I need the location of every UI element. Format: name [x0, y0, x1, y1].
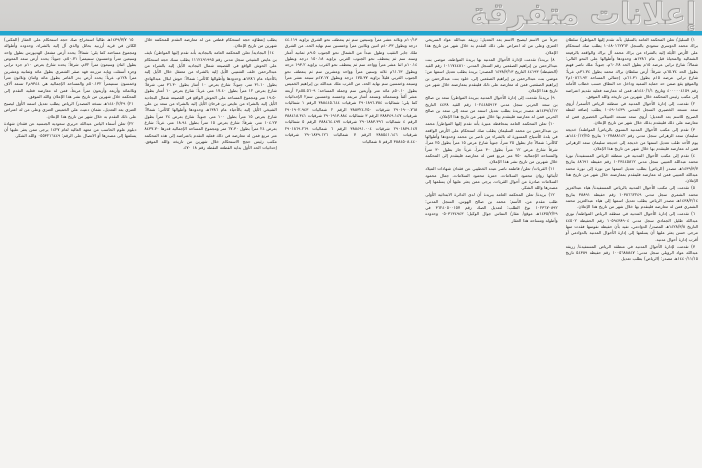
notice-paragraph: ٧) تقدمت لإدارة الأحوال المدنية في منطقة الرياض المستفيدة/ زريفة عبدالله عواد الرويلي سجل مدني: ١٠٠٥٦٨٨٨٤٧ رقم حفيظة ٥٤٣٨٩ تاريخ ١٤٤٠/١١/١٥هـ مصدر: (الرياض) بطلب تعديل	[565, 243, 699, 262]
notice-paragraph: ١١) القريات/ تعلن/ فاطمة ناصر عبده الخطيبي عن فقدان شهادات الميلاد لأبنائها روان محمود السلامات، حمزة محمود السلامات، جمال محمود السلامات صادرة من أحوال القريات، يرجى ممن يعثر عليها أن يسلمها إلى مصدرها والله الشكر.	[425, 166, 558, 191]
notice-paragraph: ٦) تقدمت إلى إدارة الأحوال المدنية في منطقة الرياض المواطنة/ نوري عبدالله طليل الجمادي سجل مدني ١٠٥٩٤٣٨٩٠٤ رقم الحفيظة ٤٤٥٠٢ التاريخ ١٤٢٨/٣/٨هـ المصدر/ الدوادمي، تفيد بأن حفيظة نفوسها فقدت منها مرجى حسن يعثر عليها أن يسلمها إلى إدارة الأحوال المدنية بالدوادمي أو أقرب إدارة أحوال مدنية.	[565, 211, 698, 242]
text-column-1	[562, 37, 702, 468]
notice-paragraph: ١٢) بريدة/ تعلن المحكمة العامة ببريدة أن لدى الدائرة الابتدائية الأولى طلب مقدم من، الأسم: محمد بن صالح الهوس، السجل المدني: ١٠٢٣٦٧٠٨٩٢ نوع الطلب: لتعديل الصك رقم ٣٦٢٤٠٥٠٠١٥٧ في ١٤٣٥/٢/٢٩هـ موقع/ عقار/ التماس جوال الوكيل: ٠٥٠٣١٣٤٩٤٣ وحدوده وأطوله ومساحة هذا العقار	[425, 192, 558, 223]
column-5-body	[4, 37, 136, 140]
notice-paragraph: ٢) تقدمت إلى إدارة الأحوال المدنية في منطقة الرياض الأسمر/ أروى سعد مسعد الخضيري السجل المدني ١٠٤٩٠١٤٣٩ يطلب إضافة لفظة الصريح للاسم بعد التعديل: أروى سعد مسعد العبيلاني الخضيري فمن له معارضة على ذلك فليتقدم بذلك خلال شهر من تاريخ الإعلان.	[565, 101, 698, 126]
notice-paragraph: ٣) تقدم إلى مكتب الأحوال المدنية النسوي بالرياض/ المواطنة/ خديجة سليمان سعد الزهراني سجل مدني رقم ١٠٢٧٨٨٨١٤٢ بتاريخ ١٤٤٠/١٢/٢٥هـ يوم الأحد طلب تعديل اسمها من خديجة إلى خديجة سليمان سعد الزهراني فمن له معارضة فليتقدم بها خلال شهر من تاريخ هذا الإعلان.	[565, 127, 698, 152]
notice-paragraph: جزءاً من الاسم ليصبح الاسم بعد التعديل: زريفة عبدالله عواد السريحي العنزي وعلى من له اعتراض على ذلك التقدم به خلال شهر من تاريخ هذا الإعلان.	[425, 37, 558, 55]
column-1-body	[566, 37, 698, 263]
notice-paragraph: ٨) بريدة/ تقدمت لإدارة الأحوال المدنية بها بريدة المواطنة، موضي بنت عبدالرحمن بن إبراهيم الصقعبي رقم السجل المدني ١٠١١٧٤٤٨١٠ رقم القيد (الحفيظة) ٤٤١٩٣ التاريخ ١٤٣٨/٣/١٣ المصدر: بريدة بطلب تعديل اسمها من: موضي بنت عبدالرحمن بن إبراهيم الصقعبي إلى، خلود بنت عبدالرحمن بن إبراهيم الصقعبي فمن له معارضة على ذلك فليتقدم بمعارضته خلال شهر من تاريخ هذا الإعلان.	[425, 56, 558, 94]
notice-paragraph: ٢٢) تعلن أسماء الياس عبدالله حريري سعودية الجنسية عن فقدان شهادة دبلوم علوم الحاسب من معهد العالية لعام ١٤٢٧ يرجى ممن يعثر عليها أن يسلمها إلى مصدرها أو الاتصال على الرقم: ٠٥٥٣٢١٦٤٤٩ والله الشكر.	[4, 120, 137, 139]
masthead-divider-shadow	[0, 35, 702, 36]
notice-paragraph: ٢١) ١٤٤٠/٢/٢٩هـ نسخة المصدر/ الرياض يطلب تعديل اسمه الأول ليصبح العنزي بعد التعديل، عثمان دعيث علي الخميس العنزي وعلى من له اعتراض على ذلك التقدم به خلال شهر من تاريخ هذا الإعلان.	[4, 101, 137, 119]
column-2-body	[425, 37, 557, 224]
notice-paragraph: يطلب إعطاؤه حجة استحكام قطعي من له معارضة التقدم للمحكمة خلال شهرين من تاريخ الإعلان.	[144, 37, 277, 49]
notice-paragraph: ١٠/١٣م وثلاثة عشر متراً وسبعين سم ثم ينعطف نحو الشرق بزاوية ٤٤.١١٩ درجة وبطول ٤٠.٣٣م اثنين وثلاثين متراً وخمسين سم نهاية الحد، من الشرق ملك جابر الثقيب وطول عبداً من الشمال نحو الجنوب ٩.٥م ثمانية أمتار وستة سم ثم ينعطف نحو الجنوب الغربي بزاوية ١٥٠.١٨ درجة وبطول ١٠.١٤م اثنا عشر متراً وواحد سم ثم ينعطف نحو الغرب بزاوية ١٩٣.٢ درجة وبطول ٦١.٦٣م ثلاثة وستين متراً وواحد وعشرين سم ثم ينعطف نحو الجنوب الغربي قليلاً بزاوية ١٧٥.٣٧ درجة وبطول ٤٧.١٧م سبعة عشر متراً وسبعة وخمسين سم نهاية الحد، من الغرب ملك عبدالله بن إبراهيم الخميس بطول ٥٠.١٠م مائة متر وأربعين سم وجملة المساحة: ٥٥.٥٦٠٩م٢ أربعة عشر ألفاً وتسعمائة وتسعة أمتار مربعة وخمسة وخمسين سم٢ الإحداثيات كما يلي: شماليات ٢٩٠١٨٩٦.٧٨٤ شرقيات ٣٨٨٤٤٥.٦٤٤ الرقم ١ شماليات ٢٩٠١٩٠٠.٧٦٨ شرقيات ٣٨٨٣٢٤.٢٥٠ الرقم ٢ شماليات ٢٩٠١٩٠٢.٩٤٣ شرقيات ٣٨٨٣٤٩.١٤٧ الرقم ٣ شماليات ٢٩٠١٩١٣.٨٨٤ شرقيات ٣٨٨٤١٨.٣٤١ الرقم ٤ شماليات ٢٩٠١٨٨٣.٣٩٦ شرقيات ٣٨٨٤٦٤.٤٩٧ الرقم ٥ شماليات ٢٩٠١٨٧٩.١٤٧ شرقيات ٣٨٨٤٩١.٠٠٤ الرقم ٦ شماليات ٢٩٠١٨٦٩.٢٦٩ شرقيات ٣٨٨٥٤١.١٤٦ الرقم ٧ شماليات ٢٩٠١٨٣٩.١٢٦ شرقيات ٣٨٨٤٥٠٨.٤٤٠ الرقم ٨ شماليات	[284, 37, 418, 144]
section-title: إعلانات متفرقة	[470, 0, 696, 31]
column-3-body	[285, 37, 417, 145]
notice-paragraph: ١٥ ١٤٣٩/٧/٧هـ طالباً استخراج صك حجة استحكام على العقار (المكنى) الكائن في قرية أرزنية بحائل والذي آل إليه بالشراء، وحدوده وأطواله ومجموع مساحته كما يلي: شمالاً: يحده أرض مشعل الهديورس بطول واحد وسبعين متراً وخمسون سنتيمتراً ٥٠.٧١م، جنوباً: يحده أرض سعد المعوض بطول اثنان وسبعون متراً ٧٢م، شرقاً: يحده شارع بعرض ١٠م جزء ترابي وجزء أسفلت وبابه مزرعة فهد صقر الشمري بطول مائة وثمانية وعشرين متراً ١٢٨م، غرباً: يحده أرض بدر الغامر بطول مائة واثنان وثلاثون متراً وخمسون سنتيمتراً ٥٠.١٣٢م والمساحة الإجمالية هي ٩٣٤٤م٢ تسعة آلاف وثلاثمائة وأربعة وأربعون متراً مربعاً، فمن له معارضة فعليه التقدم إلى المحكمة خلال شهرين من تاريخ نشر هذا الإعلان والله الموفق.	[4, 37, 137, 100]
text-column-2	[421, 37, 561, 468]
text-column-4	[140, 37, 280, 468]
article-columns	[0, 37, 702, 468]
text-column-5	[0, 37, 140, 468]
column-4-body	[144, 37, 276, 152]
notice-paragraph: ٥) تقدمت إلى مكتب الأحوال المدنية بالرياض المستفيدة/ هياء عبدالعزيز محمد الشمري سجل مدني ١٠٣٨٦٦٢٢٤٩ رقم حفيظة ٣٨٨٩١ بتاريخ ١٤٣٨/٢/١٤هـ مصدر الرياض بطلب تعديل اسمها إلى هياء عبدالعزيز محمد الشمري فمن له معارضة فليتقدم بها خلال شهر من تاريخ هذا الإعلان.	[565, 185, 699, 210]
notice-paragraph: ٩) بريدة/ تقدمت إلى إدارة الأحوال المدنية ببريدة المواطن/ سعد بن صالح بن سعد الحربي سجل مدني ١٠٢٤٤٨٥٩١٣ رقم القيد ٤٤٣٨ التاريخ ١٤٣٩/٤/١٢هـ مصدر بريدة بطلب تعديل اسمه من سعد إلى سعد بن صالح الحربي فمن له معارضة فليتقدم بها خلال شهر من تاريخ هذا الإعلان.	[425, 95, 558, 120]
notice-paragraph: ١٤) البجادية/ تعلن المحكمة العامة بالبجادية بأنه تقدم إليها المواطن/ نايف بن عايض الشيخي سجل مدني رقم ١١١٢٤٩١٩٩٥ يطلب سنك حجة استحكام على الحوش الواقع في القصيعة شمال البجادية الأيل إليه بالشراء من عبدالرحمن خلف الشتيبي الأيل إليه بالشراء من معتقل خلال الأيل إليه بالأحياء عام ١٣٨٦هـ وحدودها وأطوالها كالآتي: شمالاً: حوش لبلال عبدالهادي بطول ٣١.١٠ متر، جنوباً: شارع بعرض ١٠ أمتار بطول ٣٦.٣٠ متر، شرقاً: شارع بعرض ١٢ متراً بطول ١٧.٤٠ متر، غرباً: شارع بعرض ١٠ أمتار بطول ١٩.٥٠ متر ومجموع المساحة على الحوش الواقع في القصيعة شمال البجادية الأيل إليه بالشراء من عايض بن فرحان الأيل إليه بالشراء من سعد بن علي الشيخي الأيل إليه بالأحياء عام ١٣٨٦هـ وحدودها وأطوالها كالآتي: شمالاً: شارع بعرض ١٥ متراً بطول ١٠٠ متر، جنوباً: شارع بعرض ٢٤ متراً بطول ١٠٤.٢٧ متر، شرقاً: شارع بعرض ١٥ متراً بطول ١٨.٩٤ متر، غرباً: شارع بعرض ٢٤ متراً بطول ٦٧.٣٠ متر ومجموع المساحة الإجمالية قدرها ٨٤٣٧.٧٠ متر مربع فمن له معارضة في ذلك فعليه التقدم باعتراضه إلى هذه المحكمة مكتب رئيس حجج الاستحكام خلال شهرين من تاريخه والله الموفق. إحداثيات الحد الأول بداية القطعة النقطة رقم ١٨ ٤٧٠.	[144, 50, 277, 151]
notice-paragraph: ٤) تقدم إلى مكتب الأحوال المدنية في منطقة الرياض المستفيدة/ نورة محمد عبدالله العتيبي سجل مدني ١٠٢٣٤٤٥٨١٢ رقم حفيظة ٤٨٦٩١ بتاريخ ١٤٣٩/٣/٧هـ مصدر (الرياض) بطلب تعديل اسمها من نورة إلى نورة محمد عبدالله العتيبي فمن له معارضة فليتقدم بمعارضته خلال شهر من تاريخ هذا الإعلان.	[565, 152, 698, 184]
text-column-3	[281, 37, 421, 468]
notice-paragraph: ١٠) تعلن المحكمة العامة بمحافظة عنيزة بأنه تقدم إليها المواطن/ محمد بن عبدالرحمن بن محمد السليمان يطلب صك استحكام على الأرض الواقعة في بلدة الأسياح المسورة له بالشراء من ناصر بن محمد وحدودها وأطوالها كالآتي: شمالاً جار بطول ٢٥ متراً، جنوباً شارع عرض ١٥ متراً بطول ٢٥ متراً، شرقاً شارع عرض ١٢ متراً بطول ٣٠ متراً، غرباً جار بطول ٣٠ متراً والمساحة الإجمالية ٧٥٠ متر مربع فمن له معارضة فليتقدم إلى المحكمة خلال شهرين من تاريخ نشر هذا الإعلان.	[425, 121, 558, 165]
notice-paragraph: ١) السليل/ تعلن المحكمة العامة بالسليل بأنه تقدم إليها المواطن/ سلطان براك محمد الدوسري سعودي بالسجل ١٠٤٨٠١٦٢٧٦٢ يطلب صك استحكام على الأرض الأيلة إليه بالشراء من براك محمد آل براك والواقعة بالرفيعة الشمالية والمحياة قبل عام ١٣٨٦هـ وحدودها وأطوالها على النحو التالي: شمالاً: شارع ترابي عرضه ١٥م بطول الحد ٦٠.٢٨م، جنوباً: ملك ناصر فهيم بطول الحد ٦٥.٧٤م، شرقاً: أرض سلطان براك محمد بطول ٣١.٧٤م، غرباً: شارع ترابي عرضه ١٥م بطول ٦١.٣١م، إجمالي المساحة ١٠٨٦٦.٩٢م٢ والموقع يقع ضمن حد حماية التنمية وداخل حد النطاق حسب خطاب الأمانة رقم ٤٠٠٠٠٠٤١٥٩ وتاريخ ١٤٤٠/٦/١هـ فمن له معارضة فعليه تقديم اعتراضه إلى مكتب رئيس المحكمة خلال شهرين من تاريخه والله الموفق.	[565, 37, 699, 100]
masthead-band	[0, 0, 702, 31]
